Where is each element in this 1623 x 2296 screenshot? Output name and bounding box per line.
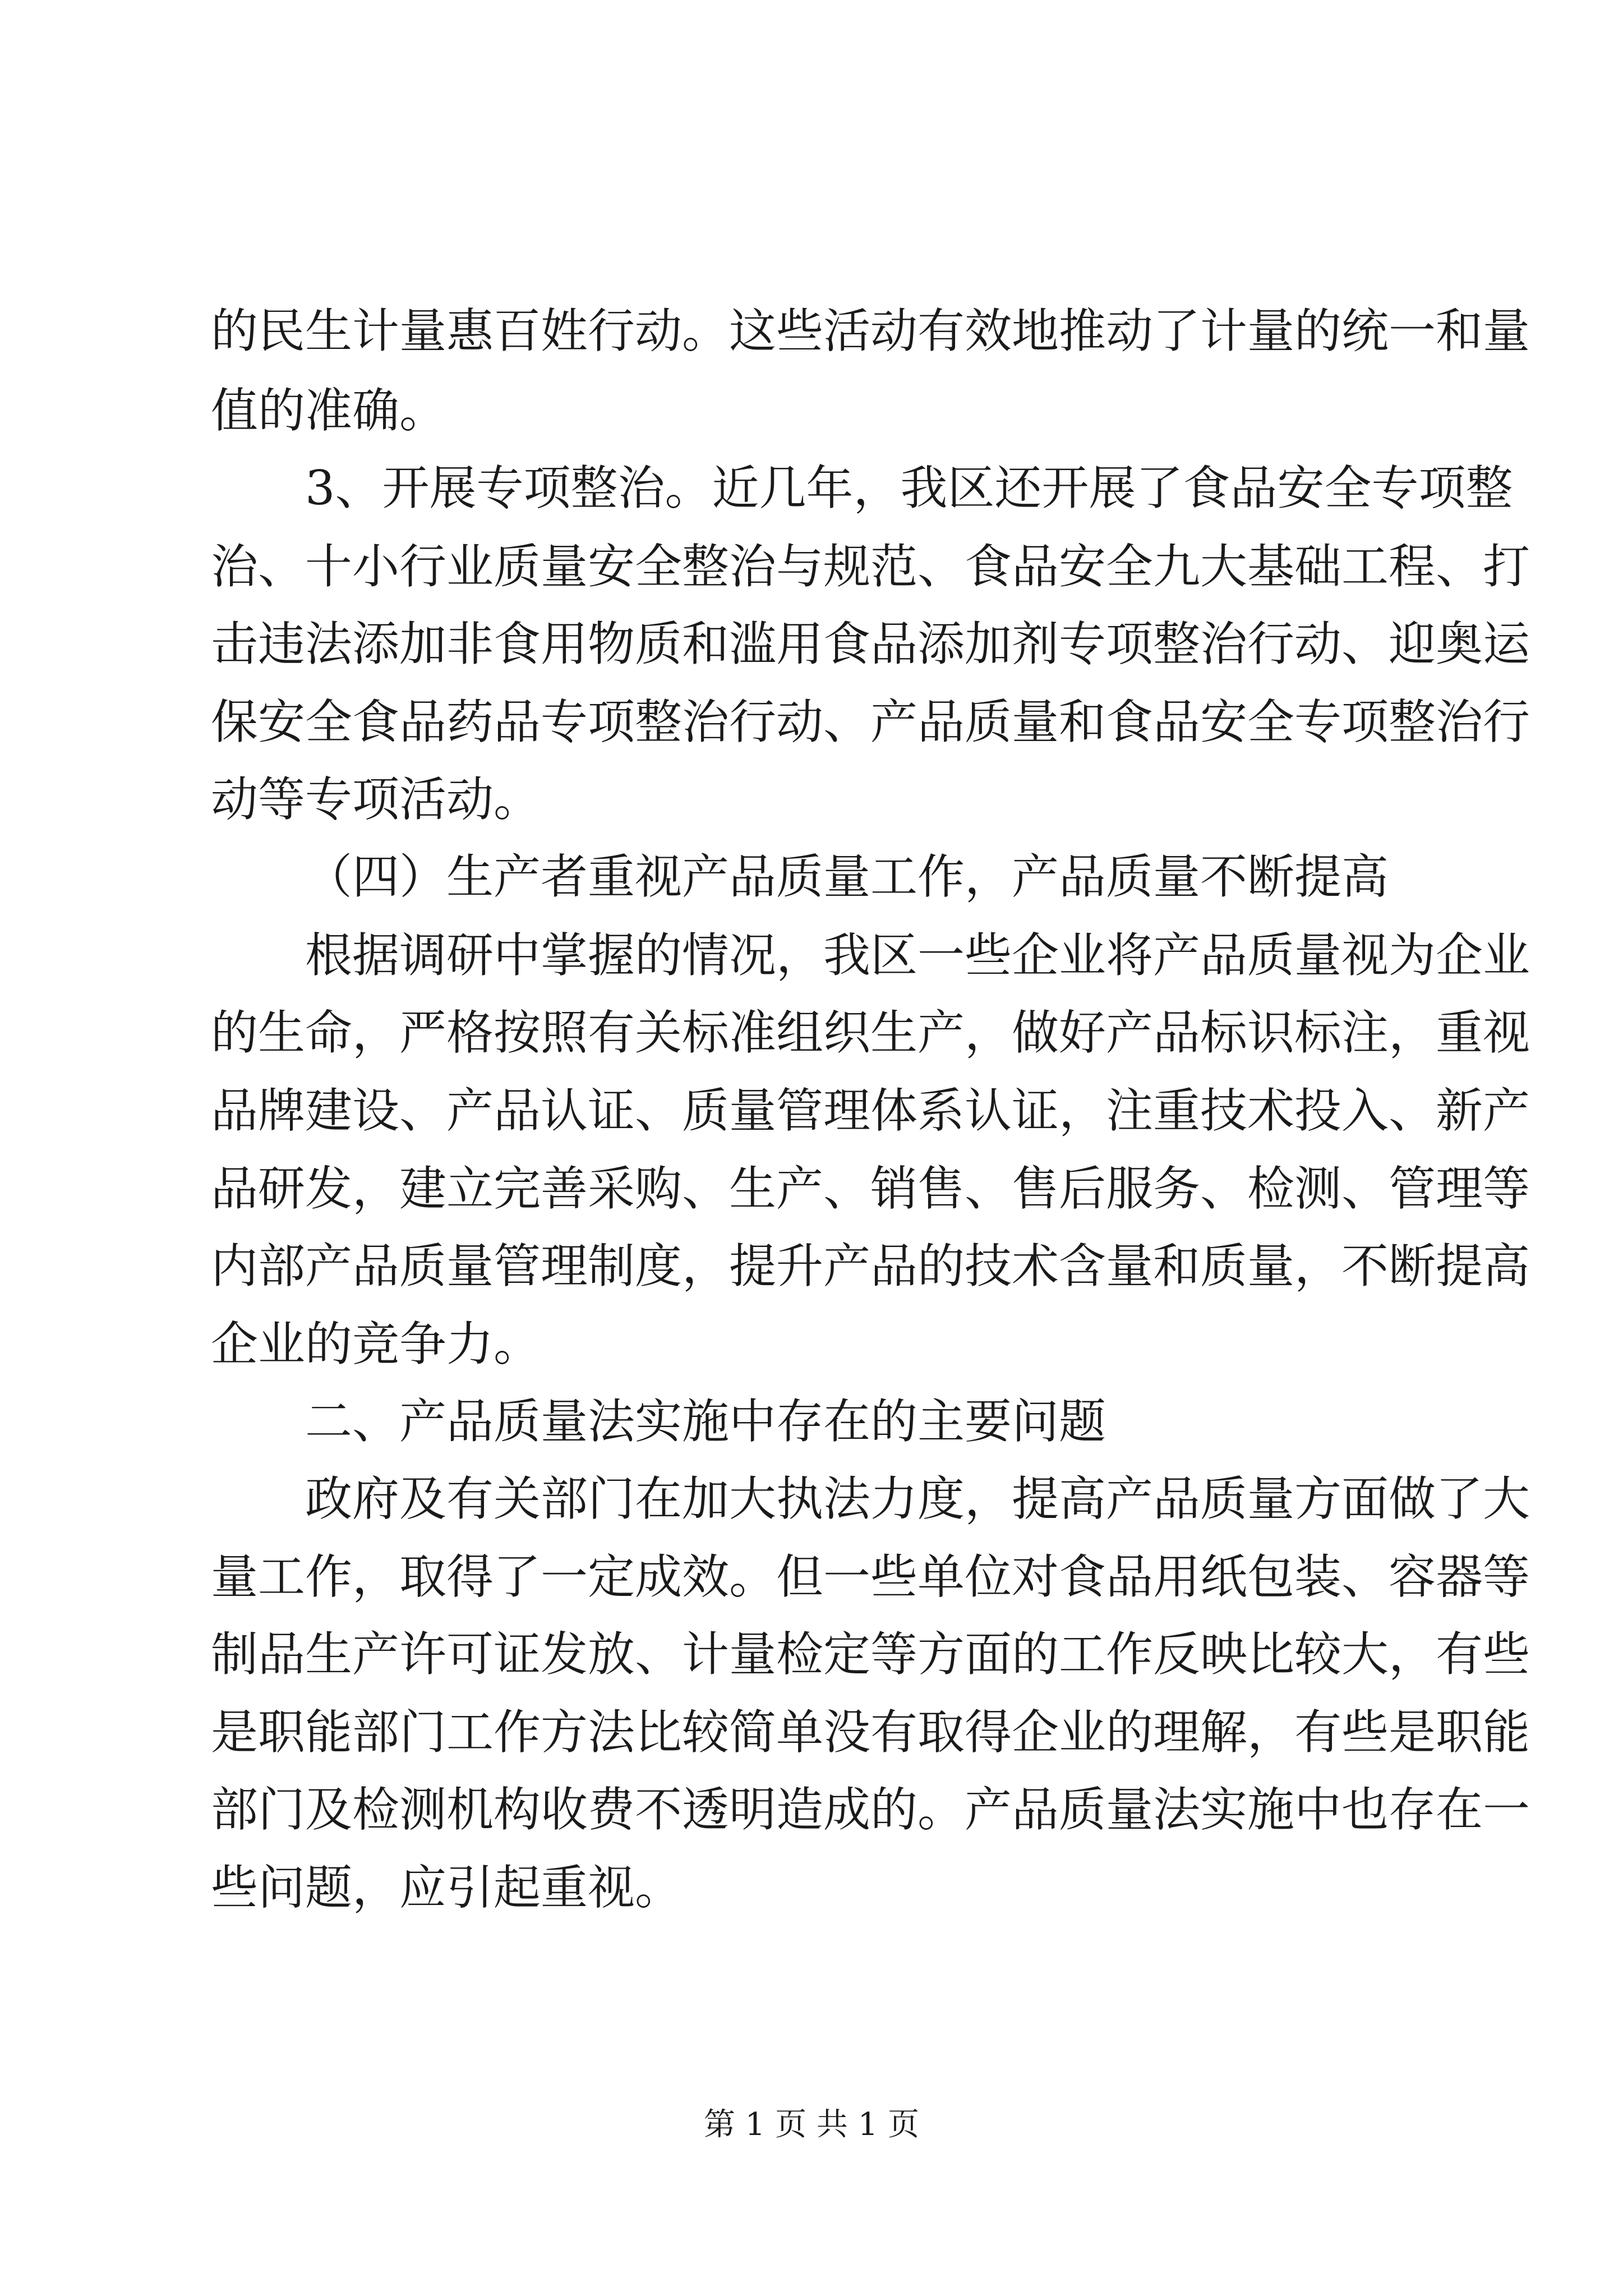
text-line: 政府及有关部门在加大执法力度，提高产品质量方面做了大 [305, 1471, 1530, 1526]
text-line: 企业的竞争力。 [211, 1317, 541, 1372]
text-line: 品研发，建立完善采购、生产、销售、售后服务、检测、管理等 [211, 1161, 1530, 1216]
text-line: 些问题，应引起重视。 [211, 1860, 683, 1915]
text-line: 是职能部门工作方法比较简单没有取得企业的理解，有些是职能 [211, 1705, 1530, 1760]
text-line: 保安全食品药品专项整治行动、产品质量和食品安全专项整治行 [211, 694, 1530, 749]
text-line: 的生命，严格按照有关标准组织生产，做好产品标识标注，重视 [211, 1005, 1530, 1060]
section-heading: 二、产品质量法实施中存在的主要问题 [305, 1394, 1106, 1449]
text-line: 量工作，取得了一定成效。但一些单位对食品用纸包装、容器等 [211, 1549, 1530, 1604]
section-heading: （四）生产者重视产品质量工作，产品质量不断提高 [305, 849, 1389, 904]
text-line: 3、开展专项整治。近几年，我区还开展了食品安全专项整 [305, 461, 1513, 516]
text-line: 内部产品质量管理制度，提升产品的技术含量和质量，不断提高 [211, 1239, 1530, 1294]
text-line: 值的准确。 [211, 383, 447, 438]
text-line: 根据调研中掌握的情况，我区一些企业将产品质量视为企业 [305, 928, 1530, 983]
text-line: 动等专项活动。 [211, 772, 541, 827]
text-line: 部门及检测机构收费不透明造成的。产品质量法实施中也存在一 [211, 1782, 1530, 1837]
text-line: 治、十小行业质量安全整治与规范、食品安全九大基础工程、打 [211, 539, 1530, 594]
page-footer: 第 1 页 共 1 页 [703, 2106, 920, 2143]
text-line: 品牌建设、产品认证、质量管理体系认证，注重技术投入、新产 [211, 1083, 1530, 1138]
text-line: 击违法添加非食用物质和滥用食品添加剂专项整治行动、迎奥运 [211, 616, 1530, 671]
text-line: 的民生计量惠百姓行动。这些活动有效地推动了计量的统一和量 [211, 303, 1530, 358]
text-line: 制品生产许可证发放、计量检定等方面的工作反映比较大，有些 [211, 1627, 1530, 1682]
